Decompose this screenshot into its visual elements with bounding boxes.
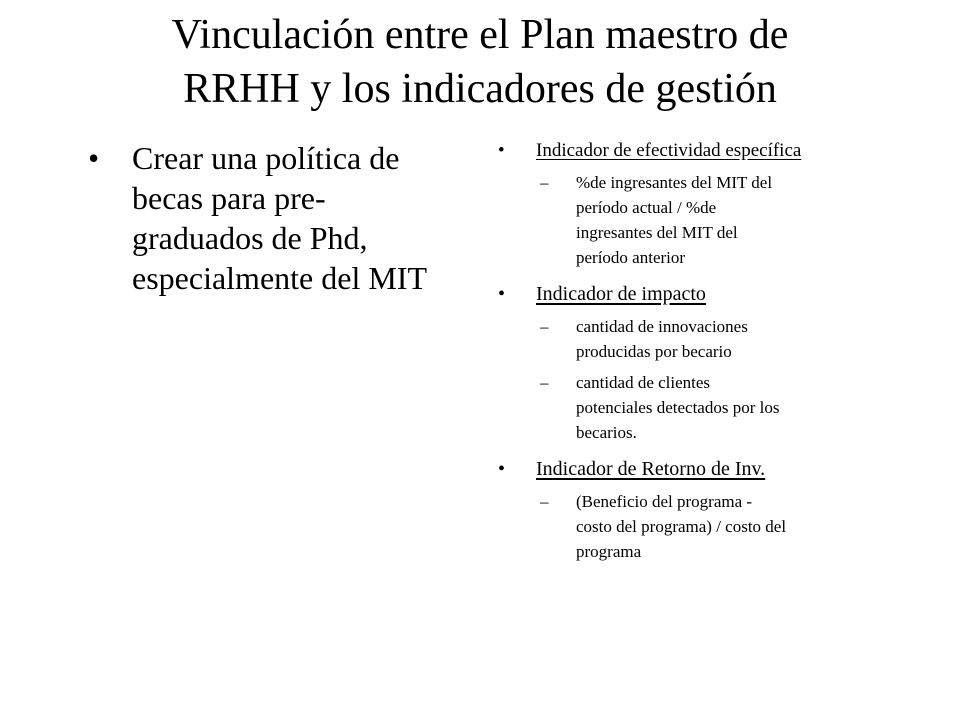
bullet-icon: • [498, 458, 506, 480]
indicator-sub-item [498, 370, 898, 445]
indicator-heading-label: Indicador de Retorno de Inv. [536, 458, 766, 480]
slide-title [40, 8, 920, 116]
left-column [88, 138, 488, 298]
sub-line: cantidad de innovaciones [576, 317, 748, 336]
sub-line: cantidad de clientes [576, 373, 711, 392]
sub-line: período actual / %de [576, 198, 717, 217]
title-line-1: Vinculación entre el Plan maestro de [171, 12, 789, 58]
left-line-4: especialmente del MIT [132, 260, 427, 296]
dash-icon: – [540, 317, 549, 336]
bullet-icon: • [88, 140, 100, 176]
left-line-2: becas para pre- [132, 180, 326, 216]
bullet-icon: • [498, 283, 506, 305]
indicator-sub-item [498, 489, 898, 564]
indicator-sub-item [498, 170, 898, 270]
sub-line: %de ingresantes del MIT del [576, 173, 773, 192]
left-bullet-item [88, 138, 488, 298]
indicator-group-retorno [498, 455, 898, 564]
indicator-group-impacto [498, 280, 898, 445]
dash-icon: – [540, 173, 549, 192]
title-line-2: RRHH y los indicadores de gestión [183, 66, 777, 112]
indicator-heading [498, 280, 898, 308]
indicator-heading-label: Indicador de impacto [536, 283, 706, 305]
indicator-heading [498, 455, 898, 483]
sub-line: período anterior [576, 248, 686, 267]
left-line-3: graduados de Phd, [132, 220, 368, 256]
sub-line: programa [576, 542, 642, 561]
right-column [498, 132, 898, 570]
sub-line: becarios. [576, 423, 637, 442]
sub-line: ingresantes del MIT del [576, 223, 738, 242]
indicator-heading [498, 138, 898, 164]
left-line-1: Crear una política de [132, 140, 400, 176]
sub-line: producidas por becario [576, 342, 732, 361]
indicator-heading-label: Indicador de efectividad específica [536, 140, 802, 161]
sub-line: costo del programa) / costo del [576, 517, 787, 536]
sub-line: potenciales detectados por los [576, 398, 780, 417]
sub-line: (Beneficio del programa - [576, 492, 753, 511]
dash-icon: – [540, 492, 549, 511]
dash-icon: – [540, 373, 549, 392]
indicator-sub-item [498, 314, 898, 364]
bullet-icon: • [498, 140, 505, 161]
indicator-group-efectividad [498, 138, 898, 270]
